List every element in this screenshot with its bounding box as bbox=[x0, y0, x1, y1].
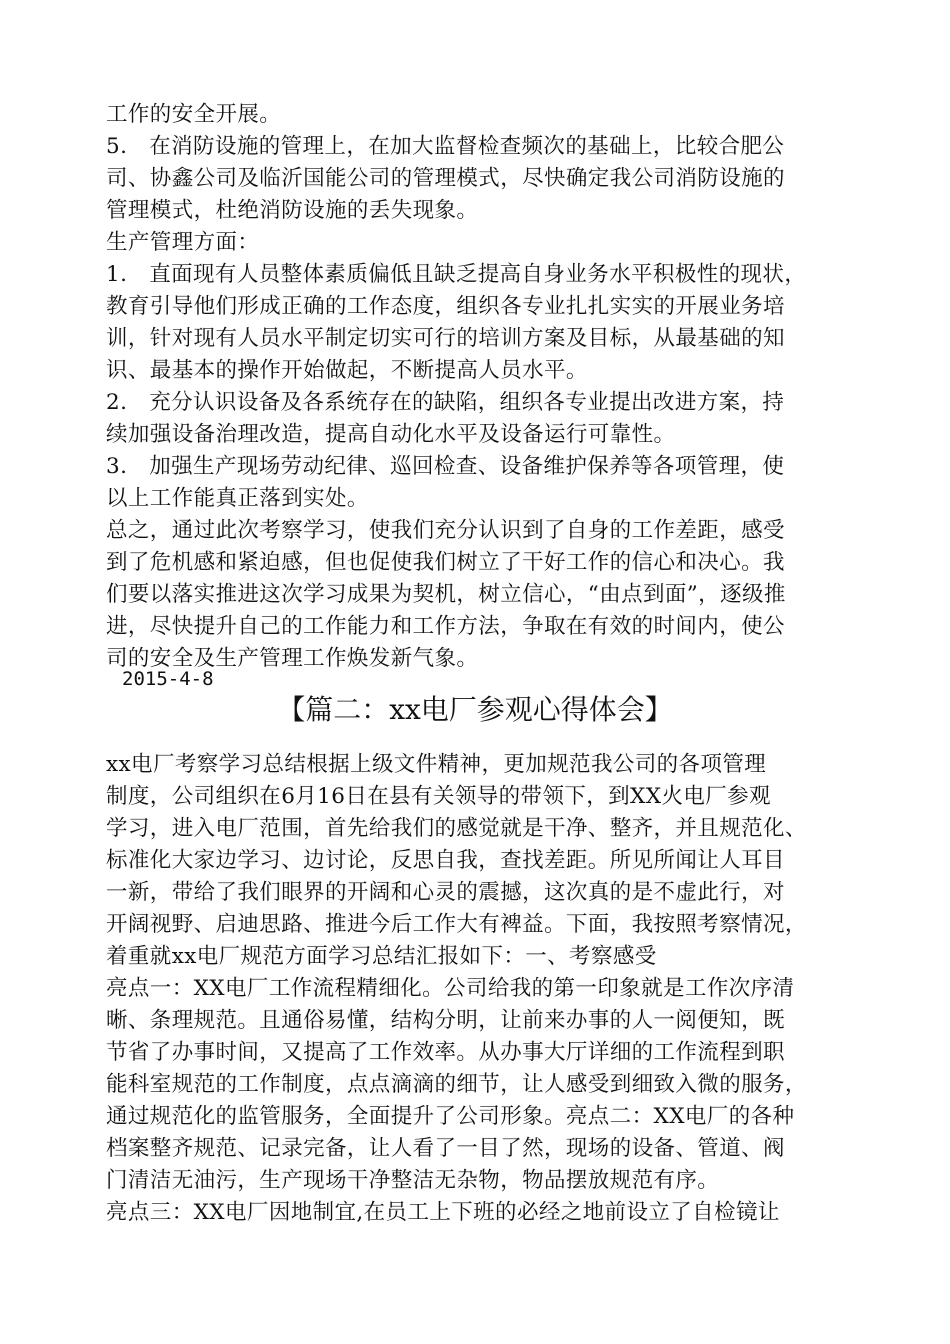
paragraph-line: 司的安全及生产管理工作焕发新气象。 bbox=[106, 646, 479, 671]
section-heading: 生产管理方面： bbox=[106, 230, 260, 255]
paragraph-line: 训，针对现有人员水平制定切实可行的培训方案及目标，从最基础的知 bbox=[106, 326, 785, 351]
paragraph-line: 以上工作能真正落到实处。 bbox=[106, 486, 369, 511]
paragraph-line: 续加强设备治理改造，提高自动化水平及设备运行可靠性。 bbox=[106, 422, 676, 447]
paragraph-line: 着重就xx电厂规范方面学习总结汇报如下：一、考察感受 bbox=[106, 944, 657, 969]
paragraph-line: 工作的安全开展。 bbox=[106, 102, 282, 127]
date-stamp: 2015-4-8 bbox=[122, 668, 214, 690]
paragraph-line: 教育引导他们形成正确的工作态度，组织各专业扎扎实实的开展业务培 bbox=[106, 294, 785, 319]
paragraph-line: 档案整齐规范、记录完备，让人看了一目了然，现场的设备、管道、阀 bbox=[106, 1136, 785, 1161]
paragraph-line: 节省了办事时间，又提高了工作效率。从办事大厅详细的工作流程到职 bbox=[106, 1040, 785, 1065]
paragraph-line: 司、协鑫公司及临沂国能公司的管理模式，尽快确定我公司消防设施的 bbox=[106, 166, 785, 191]
section-title: 【篇二：xx电厂参观心得体会】 bbox=[277, 693, 673, 726]
paragraph-line: 进，尽快提升自己的工作能力和工作方法，争取在有效的时间内，使公 bbox=[106, 614, 785, 639]
paragraph-line: 晰、条理规范。且通俗易懂，结构分明，让前来办事的人一阅便知，既 bbox=[106, 1008, 785, 1033]
paragraph-line: 5. 在消防设施的管理上，在加大监督检查频次的基础上，比较合肥公 bbox=[106, 134, 785, 159]
paragraph-line: xx电厂考察学习总结根据上级文件精神，更加规范我公司的各项管理 bbox=[106, 752, 767, 777]
paragraph-line: 亮点三：XX电厂因地制宜,在员工上下班的必经之地前设立了自检镜让 bbox=[106, 1200, 780, 1225]
paragraph-line: 门清洁无油污，生产现场干净整洁无杂物，物品摆放规范有序。 bbox=[106, 1168, 720, 1193]
paragraph-line: 3. 加强生产现场劳动纪律、巡回检查、设备维护保养等各项管理，使 bbox=[106, 454, 785, 479]
paragraph-line: 制度，公司组织在6月16日在县有关领导的带领下，到XX火电厂参观 bbox=[106, 784, 771, 809]
paragraph-line: 识、最基本的操作开始做起，不断提高人员水平。 bbox=[106, 358, 588, 383]
paragraph-line: 亮点一：XX电厂工作流程精细化。公司给我的第一印象就是工作次序清 bbox=[106, 976, 795, 1001]
paragraph-line: 到了危机感和紧迫感，但也促使我们树立了干好工作的信心和决心。我 bbox=[106, 550, 785, 575]
paragraph-line: 通过规范化的监管服务，全面提升了公司形象。亮点二：XX电厂的各种 bbox=[106, 1104, 795, 1129]
paragraph-line: 2. 充分认识设备及各系统存在的缺陷，组织各专业提出改进方案，持 bbox=[106, 390, 785, 415]
paragraph-line: 开阔视野、启迪思路、推进今后工作大有裨益。下面，我按照考察情况， bbox=[106, 912, 807, 937]
paragraph-line: 们要以落实推进这次学习成果为契机，树立信心，“由点到面”，逐级推 bbox=[106, 582, 786, 607]
paragraph-line: 总之，通过此次考察学习，使我们充分认识到了自身的工作差距，感受 bbox=[106, 518, 785, 543]
paragraph-line: 1. 直面现有人员整体素质偏低且缺乏提高自身业务水平积极性的现状， bbox=[106, 262, 807, 287]
paragraph-line: 学习，进入电厂范围，首先给我们的感觉就是干净、整齐，并且规范化、 bbox=[106, 816, 807, 841]
paragraph-line: 管理模式，杜绝消防设施的丢失现象。 bbox=[106, 198, 479, 223]
paragraph-line: 标准化大家边学习、边讨论，反思自我，查找差距。所见所闻让人耳目 bbox=[106, 848, 785, 873]
paragraph-line: 一新，带给了我们眼界的开阔和心灵的震撼，这次真的是不虚此行，对 bbox=[106, 880, 785, 905]
paragraph-line: 能科室规范的工作制度，点点滴滴的细节，让人感受到细致入微的服务， bbox=[106, 1072, 807, 1097]
